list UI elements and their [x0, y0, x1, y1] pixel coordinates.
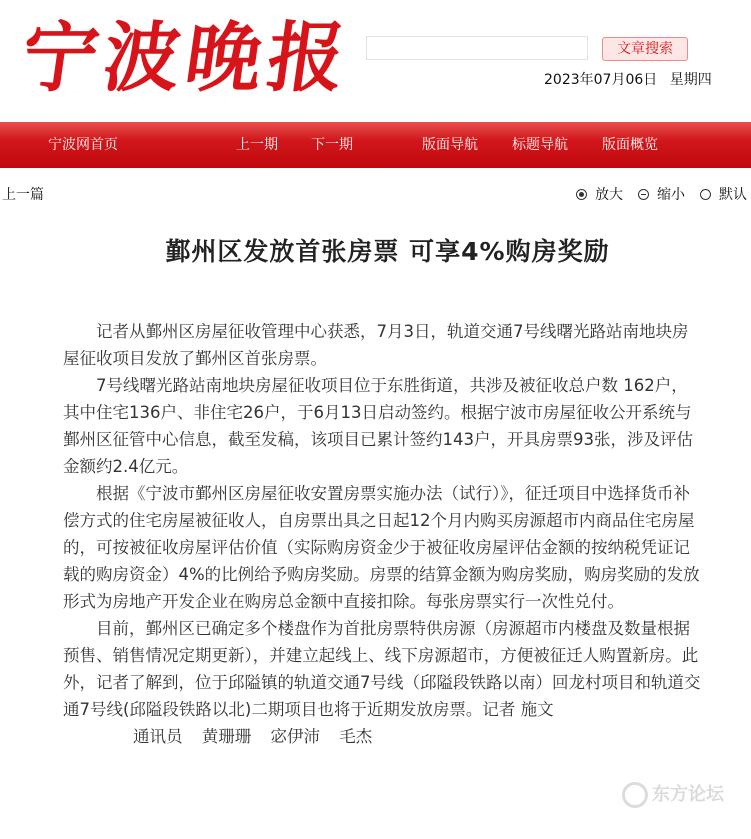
weekday-text: 星期四: [669, 72, 712, 88]
watermark-text: 东方论坛: [652, 784, 724, 805]
issue-date: [544, 69, 720, 89]
date-text: 2023年07月06日: [544, 72, 658, 88]
zoom-in-radio-icon[interactable]: [576, 189, 587, 200]
article-search-button[interactable]: 文章搜索: [602, 37, 688, 61]
ningbo-evening-news-logo[interactable]: 宁波晚报: [15, 13, 357, 102]
zoom-out-radio-icon[interactable]: [638, 189, 649, 200]
article-title: 鄞州区发放首张房票 可享4%购房奖励: [165, 237, 610, 266]
zoom-out-label: 缩小: [657, 187, 685, 203]
zoom-in-option[interactable]: [576, 184, 623, 204]
nav-next-issue[interactable]: 下一期: [311, 137, 353, 153]
nav-page-navigation[interactable]: 版面导航: [422, 137, 478, 153]
nav-page-overview[interactable]: 版面概览: [602, 137, 658, 153]
article-body: [63, 318, 703, 750]
masthead: [0, 0, 751, 122]
article-credit: 通讯员 黄珊珊 宓伊沛 毛杰: [133, 727, 373, 746]
default-size-option[interactable]: [700, 184, 747, 204]
nav-prev-issue[interactable]: 上一期: [236, 137, 278, 153]
search-input[interactable]: [366, 36, 588, 60]
article-paragraph: 目前，鄞州区已确定多个楼盘作为首批房票特供房源（房源超市内楼盘及数量根据预售、销售情况定期更新），并建立起线上、线下房源超市，方便被征迁人购置新房。此外，记者了解到，位于邱隘镇的轨道交通7号线（邱隘段铁路以南）回龙村项目和轨道交通7号线(邱隘段铁路以北)二期项目也将于近期发放房票。记者 施文: [63, 619, 701, 719]
watermark-logo-icon: [622, 782, 648, 808]
article-paragraph: 根据《宁波市鄞州区房屋征收安置房票实施办法（试行）》，征迁项目中选择货币补偿方式的住宅房屋被征收人，自房票出具之日起12个月内购买房源超市内商品住宅房屋的，可按被征收房屋评估价值（实际购房资金少于被征收房屋评估金额的按纳税凭证记载的购房资金）4%的比例给予购房奖励。房票的结算金额为购房奖励，购房奖励的发放形式为房地产开发企业在购房总金额中直接扣除。每张房票实行一次性兑付。: [63, 484, 700, 611]
forum-watermark: [622, 780, 724, 808]
article-paragraph: 记者从鄞州区房屋征收管理中心获悉，7月3日，轨道交通7号线曙光路站南地块房屋征收项目发放了鄞州区首张房票。: [63, 322, 689, 368]
article-toolbar: [0, 180, 751, 206]
main-nav-bar: [0, 122, 751, 168]
default-size-label: 默认: [719, 187, 747, 203]
nav-ningbo-home[interactable]: 宁波网首页: [48, 137, 118, 153]
prev-article-link[interactable]: 上一篇: [2, 187, 44, 203]
default-size-radio-icon[interactable]: [700, 189, 711, 200]
zoom-out-option[interactable]: [638, 184, 685, 204]
zoom-in-label: 放大: [595, 187, 623, 203]
article-paragraph: 7号线曙光路站南地块房屋征收项目位于东胜街道，共涉及被征收总户数 162户，其中住宅136户、非住宅26户，于6月13日启动签约。根据宁波市房屋征收公开系统与鄞州区征管中心信息，截至发稿，该项目已累计签约143户，开具房票93张，涉及评估金额约2.4亿元。: [63, 376, 693, 476]
nav-title-navigation[interactable]: 标题导航: [512, 137, 568, 153]
